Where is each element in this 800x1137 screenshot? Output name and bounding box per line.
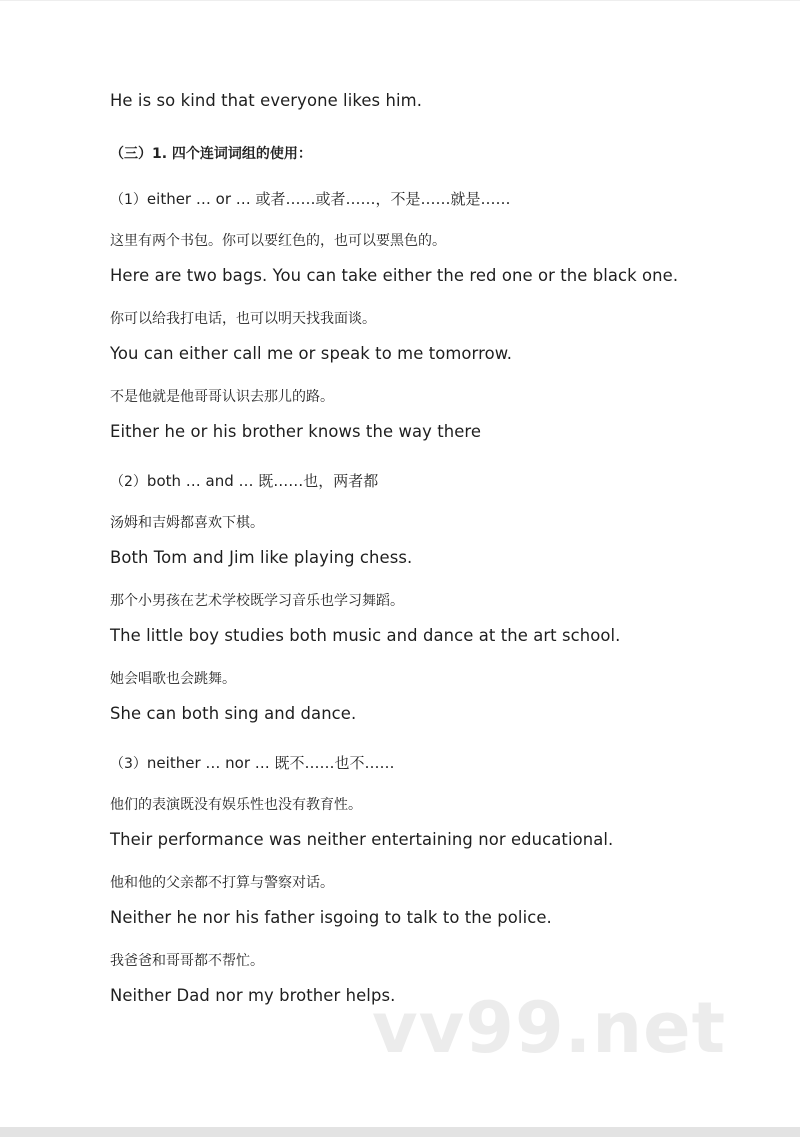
english-sentence: Here are two bags. You can take either the red one or the black one. xyxy=(110,266,679,285)
subsection-number: （3） xyxy=(110,756,147,772)
watermark: vv99.net xyxy=(372,987,727,1069)
english-sentence: Either he or his brother knows the way there xyxy=(110,422,482,441)
chinese-sentence: 你可以给我打电话，也可以明天找我面谈。 xyxy=(110,311,376,327)
chinese-sentence: 他和他的父亲都不打算与警察对话。 xyxy=(110,875,334,891)
chinese-sentence: 她会唱歌也会跳舞。 xyxy=(110,671,236,687)
subsection-number: （2） xyxy=(110,474,147,490)
subsection-title: neither … nor … 既不……也不…… xyxy=(146,754,395,772)
subsection-both-and xyxy=(110,470,378,491)
example-sentence-so-that: He is so kind that everyone likes him. xyxy=(110,91,423,110)
chinese-sentence: 这里有两个书包。你可以要红色的，也可以要黑色的。 xyxy=(110,233,446,249)
subsection-neither-nor xyxy=(110,752,395,773)
english-sentence: You can either call me or speak to me tomorrow. xyxy=(110,344,513,363)
subsection-either-or xyxy=(110,188,511,209)
chinese-sentence: 不是他就是他哥哥认识去那儿的路。 xyxy=(110,389,334,405)
english-sentence: Neither Dad nor my brother helps. xyxy=(110,986,396,1005)
subsection-title: both … and … 既……也，两者都 xyxy=(146,472,379,490)
chinese-sentence: 他们的表演既没有娱乐性也没有教育性。 xyxy=(110,797,362,813)
english-sentence: Neither he nor his father isgoing to talk to the police. xyxy=(110,908,552,927)
english-sentence: She can both sing and dance. xyxy=(110,704,357,723)
english-sentence: The little boy studies both music and dance at the art school. xyxy=(110,626,621,645)
chinese-sentence: 汤姆和吉姆都喜欢下棋。 xyxy=(110,515,264,531)
english-sentence: Both Tom and Jim like playing chess. xyxy=(110,548,413,567)
english-sentence: Their performance was neither entertaining nor educational. xyxy=(110,830,614,849)
subsection-number: （1） xyxy=(110,192,147,208)
section-heading: （三）1. 四个连词词组的使用： xyxy=(110,146,312,162)
chinese-sentence: 我爸爸和哥哥都不帮忙。 xyxy=(110,953,264,969)
page-bottom-edge xyxy=(0,1127,800,1137)
chinese-sentence: 那个小男孩在艺术学校既学习音乐也学习舞蹈。 xyxy=(110,593,404,609)
subsection-title: either … or … 或者……或者……，不是……就是…… xyxy=(146,190,511,208)
